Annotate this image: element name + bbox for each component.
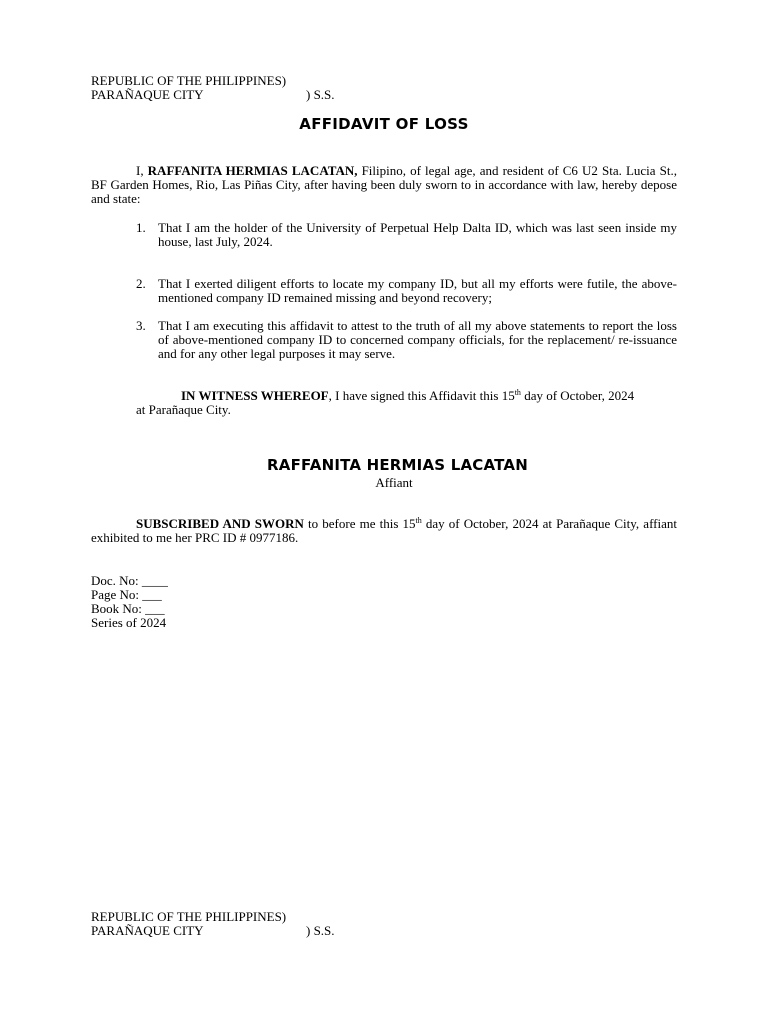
venue-ss: ) S.S. (306, 923, 335, 938)
item-number: 2. (136, 276, 146, 291)
list-item (136, 221, 677, 249)
venue-city-line (91, 924, 391, 938)
witness-text-2: day of October, 2024 at Parañaque City. (136, 388, 635, 417)
venue-republic: REPUBLIC OF THE PHILIPPINES) (91, 73, 287, 88)
jurat-lead: SUBSCRIBED AND SWORN (136, 516, 304, 531)
notarial-register (91, 574, 168, 630)
venue-header (91, 74, 391, 102)
affiant-name-inline: RAFFANITA HERMIAS LACATAN, (147, 163, 358, 178)
series: Series of 2024 (91, 615, 167, 630)
list-item (136, 319, 677, 361)
witness-sup: th (514, 388, 521, 397)
venue-city: PARAÑAQUE CITY (91, 87, 204, 102)
item-text: That I am the holder of the University of Perpetual Help Dalta ID, which was last seen inside my house, last July, 2024. (158, 220, 677, 249)
intro-prefix: I, (136, 163, 148, 178)
venue-footer (91, 910, 391, 938)
affiant-label: Affiant (375, 475, 413, 490)
jurat-paragraph (91, 517, 677, 545)
intro-rest: Filipino, of legal age, and resident of C6 U2 Sta. Lucia St., BF Garden Homes, Rio, Las Piñas City, after having been duly sworn to in accordance with law, hereby depose and state: (91, 163, 677, 206)
item-text: That I exerted diligent efforts to locate my company ID, but all my efforts were futile, the above-mentioned company ID remained missing and beyond recovery; (158, 276, 677, 305)
item-text: That I am executing this affidavit to attest to the truth of all my above statements to report the loss of above-mentioned company ID to concerned company officials, for the replacement/ re-issuance and for any other legal purposes it may serve. (158, 318, 677, 361)
venue-ss: ) S.S. (306, 87, 335, 102)
book-no: Book No: ___ (91, 601, 165, 616)
jurat-text-2: day of October, 2024 at Parañaque City, affiant exhibited to me her PRC ID # 0977186. (91, 516, 677, 545)
witness-paragraph (136, 389, 646, 417)
venue-city-line (91, 88, 391, 102)
venue-city: PARAÑAQUE CITY (91, 923, 204, 938)
witness-text-1: , I have signed this Affidavit this 15 (328, 388, 515, 403)
venue-republic: REPUBLIC OF THE PHILIPPINES) (91, 909, 287, 924)
affiant-name: RAFFANITA HERMIAS LACATAN (267, 456, 528, 474)
jurat-text-1: to before me this 15 (303, 516, 416, 531)
item-number: 3. (136, 318, 146, 333)
document-title: AFFIDAVIT OF LOSS (299, 115, 469, 133)
jurat-sup: th (415, 516, 422, 525)
witness-lead: IN WITNESS WHEREOF (181, 388, 329, 403)
doc-no: Doc. No: ____ (91, 573, 168, 588)
intro-paragraph (91, 164, 677, 206)
page-no: Page No: ___ (91, 587, 162, 602)
list-item (136, 277, 677, 305)
item-number: 1. (136, 220, 146, 235)
